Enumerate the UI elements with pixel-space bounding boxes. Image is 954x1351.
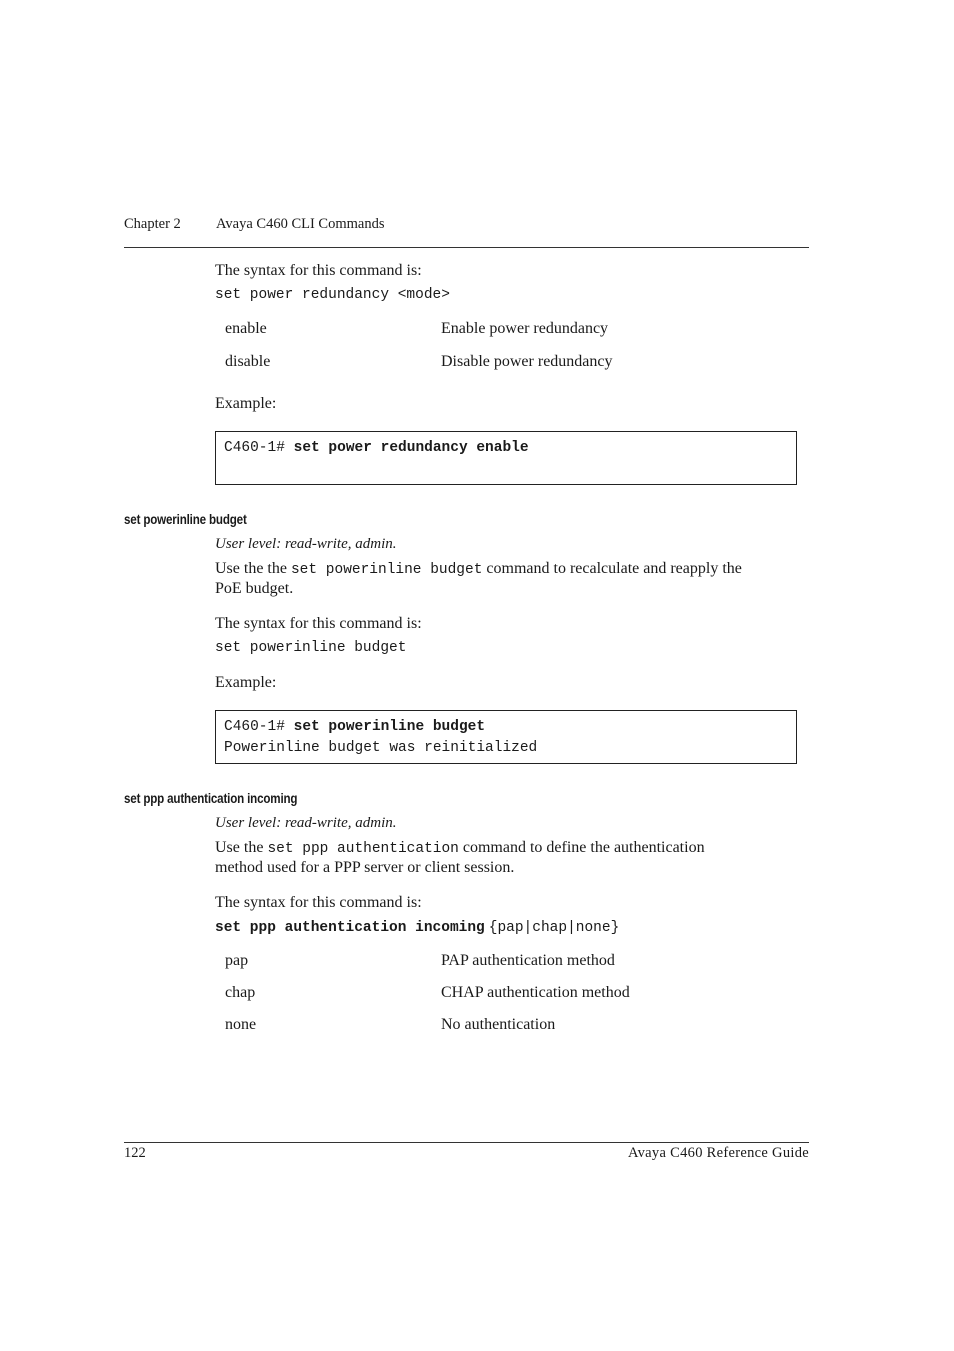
desc-text: Use the	[215, 839, 268, 856]
param-name: chap	[225, 984, 256, 1001]
section-heading: set ppp authentication incoming	[124, 791, 298, 806]
description-line2: PoE budget.	[215, 580, 294, 597]
param-desc: Enable power redundancy	[441, 320, 609, 337]
syntax-intro: The syntax for this command is:	[215, 894, 422, 911]
code-line	[224, 438, 788, 459]
code-command: set power redundancy enable	[293, 440, 529, 456]
example-label: Example:	[215, 674, 277, 691]
desc-command: set powerinline budget	[290, 562, 483, 578]
code-line	[224, 717, 788, 738]
header-rule	[124, 247, 809, 248]
header-chapter: Chapter 2	[124, 216, 181, 232]
code-output: Powerinline budget was reinitialized	[224, 740, 538, 756]
description-line	[215, 559, 742, 580]
footer-guide-title: Avaya C460 Reference Guide	[627, 1145, 809, 1161]
section-heading: set powerinline budget	[124, 512, 247, 527]
code-prompt: C460-1#	[224, 719, 294, 735]
code-prompt: C460-1#	[224, 440, 294, 456]
code-command: set powerinline budget	[293, 719, 486, 735]
description-line	[215, 838, 705, 859]
syntax-args: {pap|chap|none}	[488, 920, 620, 936]
example-code-box	[215, 431, 797, 485]
syntax-intro: The syntax for this command is:	[215, 615, 422, 632]
syntax-intro: The syntax for this command is:	[215, 262, 422, 279]
syntax-line	[215, 918, 619, 936]
param-desc: Disable power redundancy	[441, 353, 613, 370]
syntax-line: set power redundancy <mode>	[215, 287, 450, 303]
param-name: disable	[225, 353, 271, 370]
param-name: none	[225, 1016, 257, 1033]
footer-rule	[124, 1142, 809, 1143]
param-desc: CHAP authentication method	[441, 984, 630, 1001]
syntax-line: set powerinline budget	[215, 640, 407, 656]
page-number: 122	[124, 1145, 146, 1161]
param-name: enable	[225, 320, 267, 337]
user-level: User level: read-write, admin.	[215, 536, 397, 552]
syntax-command: set ppp authentication incoming	[215, 920, 485, 936]
example-code-box	[215, 710, 797, 764]
desc-text: command to define the authentication	[458, 839, 705, 856]
param-name: pap	[225, 952, 249, 969]
header-title: Avaya C460 CLI Commands	[216, 216, 385, 232]
desc-text: Use the the	[215, 560, 291, 577]
param-desc: No authentication	[441, 1016, 556, 1033]
desc-text: command to recalculate and reapply the	[482, 560, 742, 577]
desc-command: set ppp authentication	[267, 841, 459, 857]
description-line2: method used for a PPP server or client session.	[215, 859, 515, 876]
param-desc: PAP authentication method	[441, 952, 615, 969]
user-level: User level: read-write, admin.	[215, 815, 397, 831]
example-label: Example:	[215, 395, 277, 412]
